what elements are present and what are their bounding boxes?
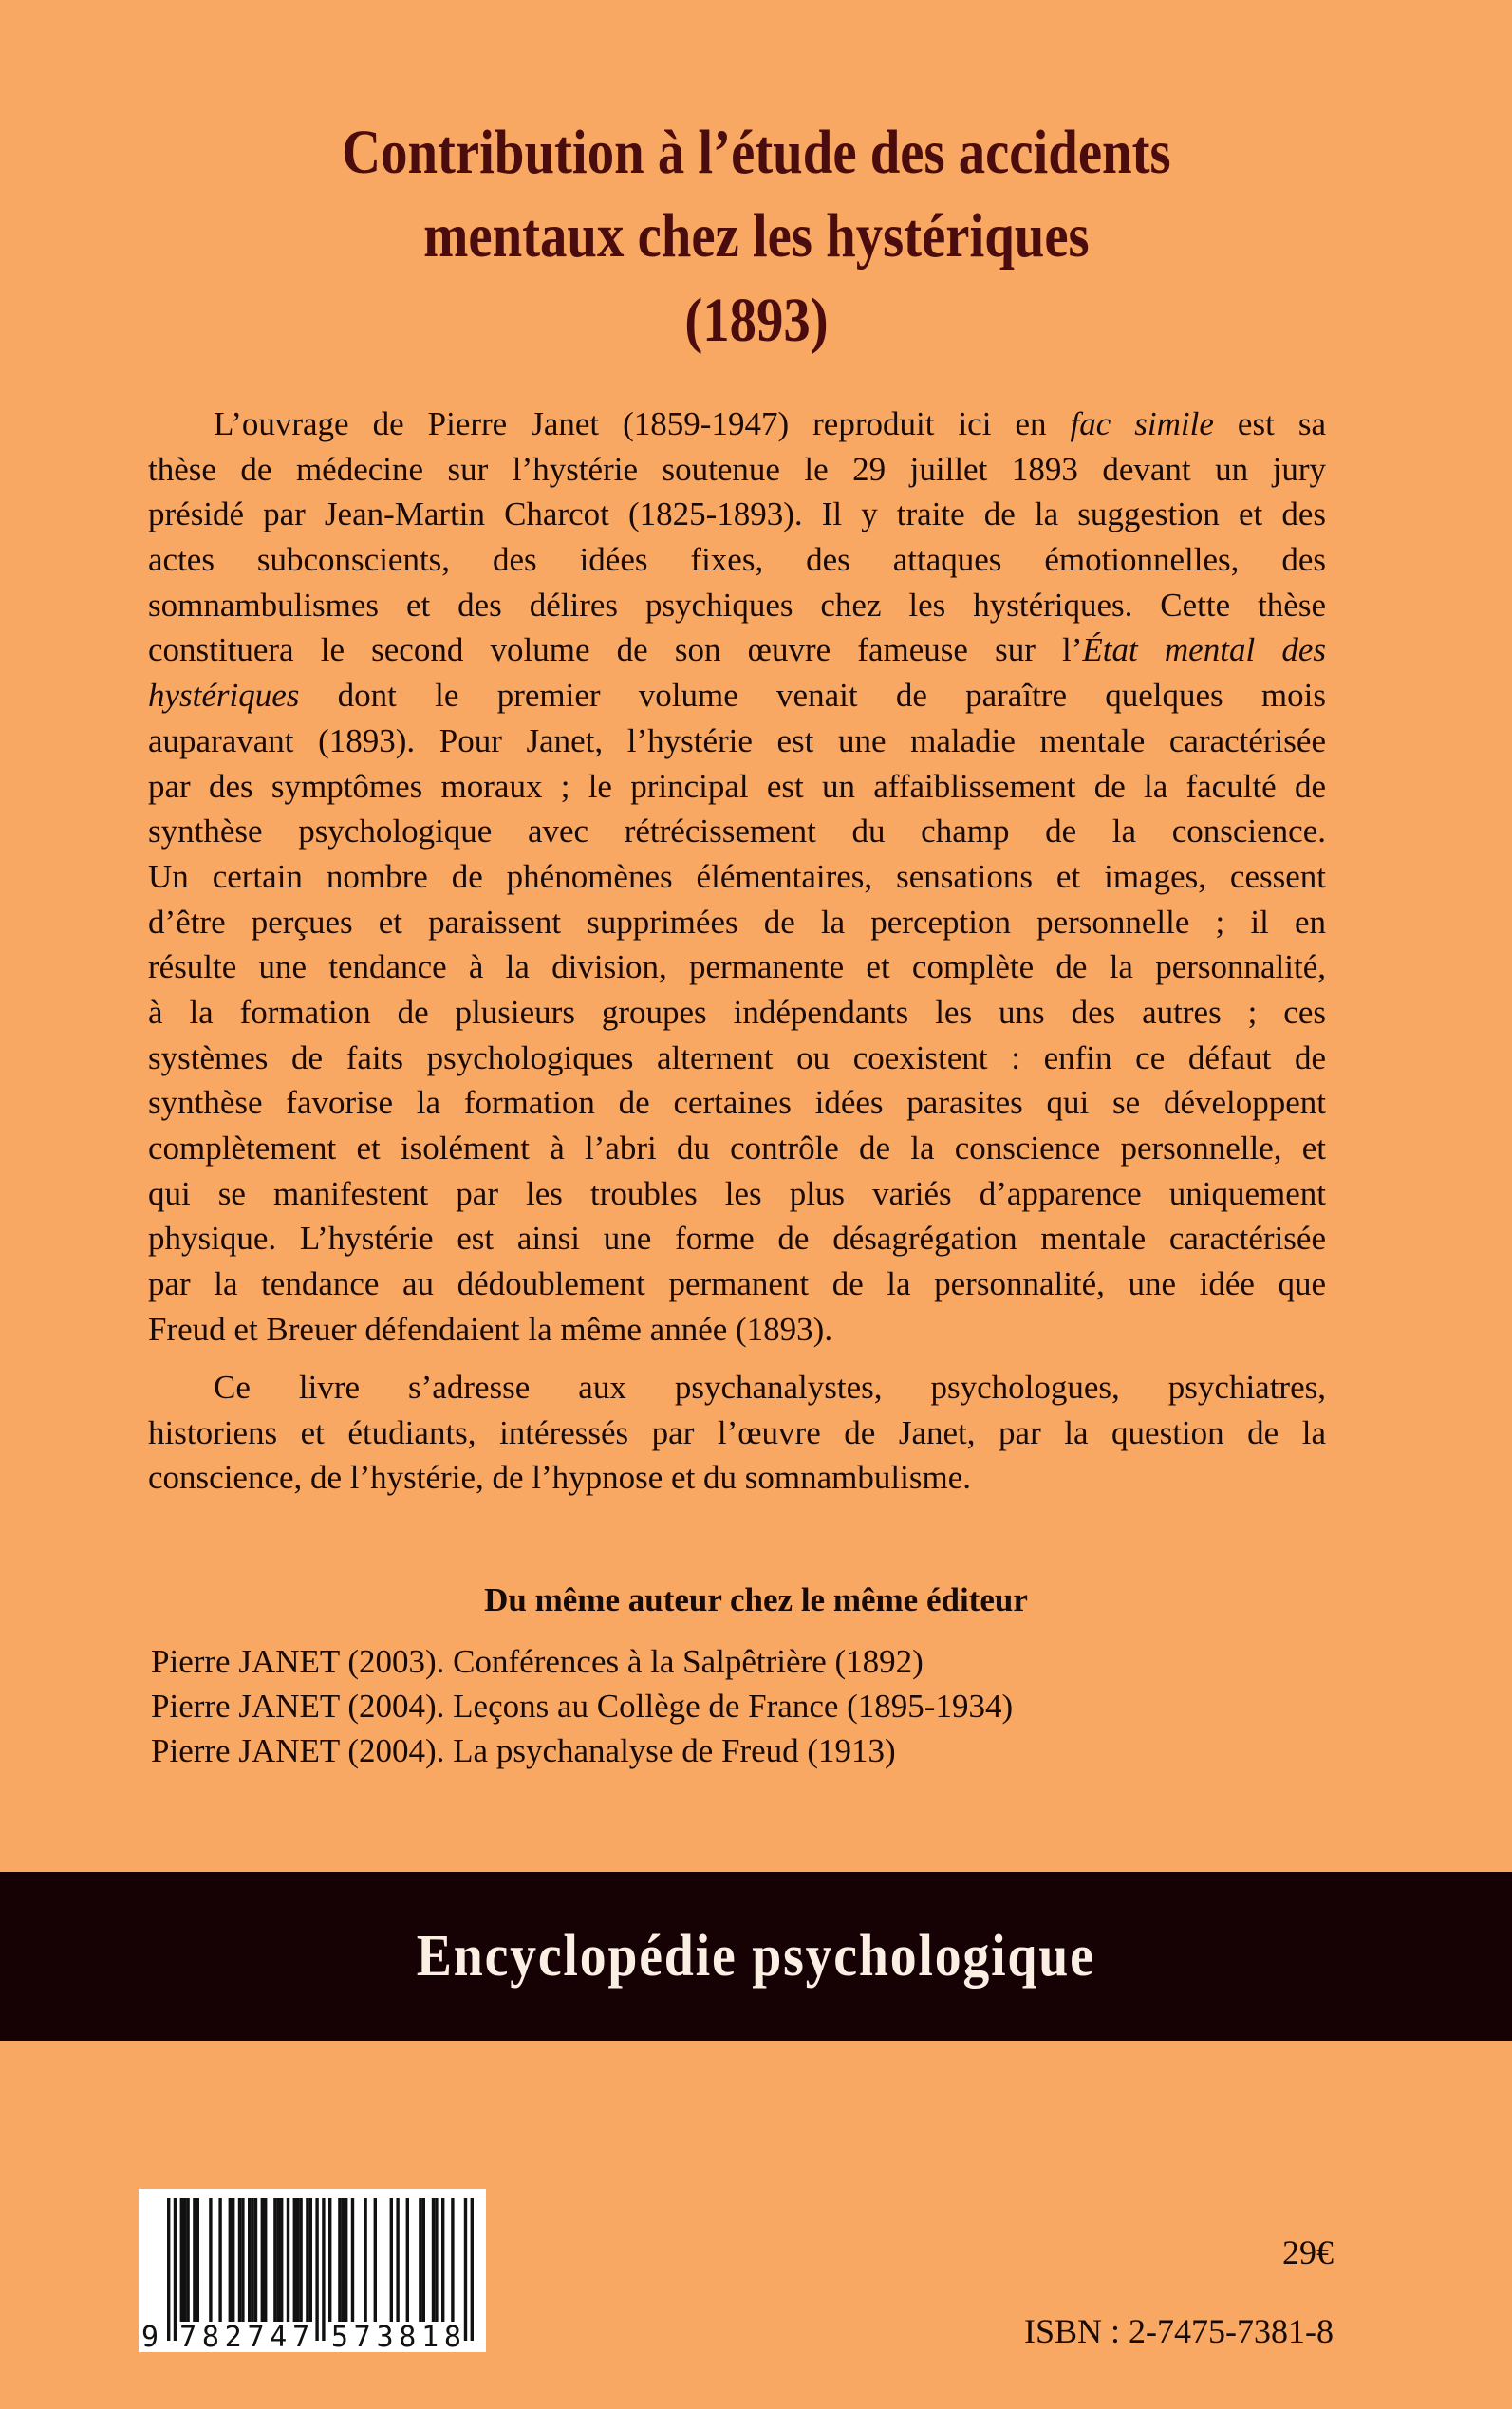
text: résulte une tendance à la division, permanente et complète de la personnalité, bbox=[148, 948, 1326, 986]
description-paragraph-1 bbox=[148, 402, 1326, 1352]
barcode-bar bbox=[390, 2198, 393, 2322]
barcode-digit: 7 bbox=[179, 2321, 197, 2352]
text: complètement et isolément à l’abri du contrôle de la conscience personnelle, et bbox=[148, 1130, 1326, 1167]
text-line bbox=[148, 673, 1326, 719]
barcode-digit: 2 bbox=[224, 2321, 242, 2352]
text-line bbox=[148, 1261, 1326, 1307]
text-line bbox=[148, 1080, 1326, 1126]
barcode-bar bbox=[241, 2198, 244, 2322]
text-line bbox=[148, 1171, 1326, 1217]
text: physique. L’hystérie est ainsi une forme de désagrégation mentale caractérisée bbox=[148, 1220, 1326, 1258]
text-line bbox=[148, 492, 1326, 537]
barcode-bar bbox=[451, 2198, 454, 2322]
italic-text: hystériques bbox=[148, 677, 300, 715]
text: à la formation de plusieurs groupes indépendants les uns des autres ; ces bbox=[148, 993, 1326, 1031]
barcode-bar bbox=[186, 2198, 189, 2322]
isbn: ISBN : 2-7475-7381-8 bbox=[1024, 2312, 1334, 2350]
barcode-bar bbox=[406, 2198, 409, 2322]
book-item: Pierre JANET (2004). Leçons au Collège de France (1895-1934) bbox=[151, 1688, 1014, 1725]
text-line bbox=[148, 1410, 1326, 1456]
barcode-digit: 7 bbox=[247, 2321, 265, 2352]
text-line bbox=[148, 809, 1326, 854]
barcode-bar bbox=[232, 2198, 234, 2322]
barcode-bar bbox=[338, 2198, 341, 2322]
text: constituera le second volume de son œuvre fameuse sur l’ bbox=[148, 631, 1083, 669]
text: d’être perçues et paraissent supprimées de la perception personnelle ; il en bbox=[148, 903, 1326, 941]
barcode-bar bbox=[435, 2198, 438, 2322]
barcode-bar bbox=[264, 2198, 267, 2322]
text: systèmes de faits psychologiques alternent ou coexistent : enfin ce défaut de bbox=[148, 1038, 1326, 1076]
barcode-digit: 4 bbox=[270, 2321, 288, 2352]
barcode-bar bbox=[419, 2198, 421, 2322]
barcode-bar bbox=[209, 2198, 212, 2322]
barcode-bar bbox=[174, 2198, 177, 2341]
text-line bbox=[148, 1036, 1326, 1081]
text-line bbox=[148, 1216, 1326, 1261]
book-title-line-1: Contribution à l’étude des accidents bbox=[341, 118, 1171, 187]
barcode-bar bbox=[306, 2198, 308, 2322]
text-line bbox=[148, 854, 1326, 900]
barcode-bar bbox=[167, 2198, 170, 2341]
text: synthèse favorise la formation de certaines idées parasites qui se développent bbox=[148, 1084, 1326, 1122]
barcode-bar bbox=[180, 2198, 183, 2322]
description-paragraph-2 bbox=[148, 1365, 1326, 1501]
barcode-digit: 3 bbox=[376, 2321, 394, 2352]
series-band bbox=[0, 1872, 1512, 2041]
barcode-bar bbox=[464, 2198, 467, 2341]
barcode-bar bbox=[342, 2198, 345, 2322]
barcode-digit: 8 bbox=[201, 2321, 219, 2352]
barcode-bar bbox=[471, 2198, 474, 2341]
book-item: Pierre JANET (2004). La psychanalyse de Freud (1913) bbox=[151, 1732, 896, 1769]
text-line bbox=[148, 944, 1326, 990]
barcode-bar bbox=[322, 2198, 325, 2341]
barcode-bar bbox=[273, 2198, 276, 2322]
barcode-bar bbox=[351, 2198, 354, 2322]
barcode-bar bbox=[254, 2198, 257, 2322]
barcode-bar bbox=[309, 2198, 312, 2322]
barcode-bar bbox=[328, 2198, 331, 2322]
barcode-bar bbox=[374, 2198, 377, 2322]
barcode-bar bbox=[238, 2198, 241, 2322]
text-line bbox=[148, 990, 1326, 1036]
barcode-bar bbox=[218, 2198, 221, 2322]
text-line bbox=[148, 1455, 1326, 1501]
text: auparavant (1893). Pour Janet, l’hystérie est une maladie mentale caractérisée bbox=[148, 721, 1326, 759]
text-line bbox=[148, 447, 1326, 493]
barcode-bar bbox=[229, 2198, 232, 2322]
barcode-digit: 9 bbox=[140, 2321, 159, 2352]
text: présidé par Jean-Martin Charcot (1825-1893). Il y traite de la suggestion et des bbox=[148, 495, 1326, 533]
text-line bbox=[148, 764, 1326, 810]
text: somnambulismes et des délires psychiques chez les hystériques. Cette thèse bbox=[148, 586, 1326, 624]
barcode-digit: 8 bbox=[443, 2321, 461, 2352]
text-line bbox=[148, 1307, 1326, 1353]
barcode-bar bbox=[196, 2198, 199, 2322]
barcode-bar bbox=[296, 2198, 299, 2322]
barcode-bar bbox=[287, 2198, 289, 2322]
barcode-bar bbox=[432, 2198, 435, 2322]
text-line bbox=[148, 1126, 1326, 1171]
text-line bbox=[148, 1365, 1326, 1410]
text: synthèse psychologique avec rétrécissement du champ de la conscience. bbox=[148, 812, 1326, 850]
barcode-digit: 5 bbox=[330, 2321, 348, 2352]
same-author-list bbox=[151, 1639, 1013, 1773]
text: L’ouvrage de Pierre Janet (1859-1947) reproduit ici en bbox=[214, 405, 1071, 442]
text: qui se manifestent par les troubles les plus variés d’apparence uniquement bbox=[148, 1174, 1326, 1212]
book-item: Pierre JANET (2003). Conférences à la Salpêtrière (1892) bbox=[151, 1643, 924, 1680]
barcode-bar bbox=[364, 2198, 366, 2322]
barcode-bar bbox=[248, 2198, 251, 2322]
text: Freud et Breuer défendaient la même année (1893). bbox=[148, 1310, 833, 1348]
book-title-line-2: mentaux chez les hystériques bbox=[422, 201, 1090, 271]
barcode-digit: 7 bbox=[292, 2321, 310, 2352]
barcode-bar bbox=[193, 2198, 196, 2322]
barcode-bar bbox=[277, 2198, 280, 2322]
text-line bbox=[148, 719, 1326, 764]
barcode-bar bbox=[183, 2198, 186, 2322]
italic-text: État mental des bbox=[1082, 631, 1326, 669]
barcode-bar bbox=[299, 2198, 302, 2322]
text: Un certain nombre de phénomènes élémentaires, sensations et images, cessent bbox=[148, 857, 1326, 895]
text: est sa bbox=[1213, 405, 1326, 442]
text-line bbox=[148, 537, 1326, 583]
barcode-graphic bbox=[139, 2189, 486, 2352]
price: 29€ bbox=[1282, 2233, 1334, 2271]
barcode bbox=[139, 2189, 486, 2352]
italic-text: fac simile bbox=[1070, 405, 1214, 442]
barcode-bar bbox=[293, 2198, 296, 2322]
text-line bbox=[148, 627, 1326, 673]
text-line bbox=[148, 402, 1326, 447]
text-line bbox=[148, 900, 1326, 945]
barcode-bar bbox=[280, 2198, 283, 2322]
barcode-bar bbox=[396, 2198, 399, 2322]
barcode-bar bbox=[422, 2198, 425, 2322]
barcode-bar bbox=[441, 2198, 444, 2322]
series-name: Encyclopédie psychologique bbox=[417, 1923, 1095, 1989]
barcode-bar bbox=[315, 2198, 318, 2341]
text: actes subconscients, des idées fixes, des attaques émotionnelles, des bbox=[148, 541, 1326, 579]
barcode-bar bbox=[345, 2198, 347, 2322]
text: dont le premier volume venait de paraître quelques mois bbox=[299, 677, 1326, 715]
book-title-year: (1893) bbox=[683, 286, 829, 355]
same-author-heading: Du même auteur chez le même éditeur bbox=[484, 1581, 1028, 1618]
barcode-bar bbox=[261, 2198, 264, 2322]
text: par la tendance au dédoublement permanent de la personnalité, une idée que bbox=[148, 1265, 1326, 1303]
text: thèse de médecine sur l’hystérie soutenue le 29 juillet 1893 devant un jury bbox=[148, 450, 1326, 488]
barcode-digit: 7 bbox=[353, 2321, 371, 2352]
text: conscience, de l’hystérie, de l’hypnose et du somnambulisme. bbox=[148, 1459, 971, 1497]
text: Ce livre s’adresse aux psychanalystes, psychologues, psychiatres, bbox=[214, 1369, 1326, 1406]
barcode-bar bbox=[251, 2198, 253, 2322]
barcode-digit: 1 bbox=[421, 2321, 439, 2352]
text-line bbox=[148, 583, 1326, 628]
barcode-digit: 8 bbox=[399, 2321, 417, 2352]
text: par des symptômes moraux ; le principal est un affaiblissement de la faculté de bbox=[148, 767, 1326, 805]
text: historiens et étudiants, intéressés par l’œuvre de Janet, par la question de la bbox=[148, 1413, 1326, 1451]
